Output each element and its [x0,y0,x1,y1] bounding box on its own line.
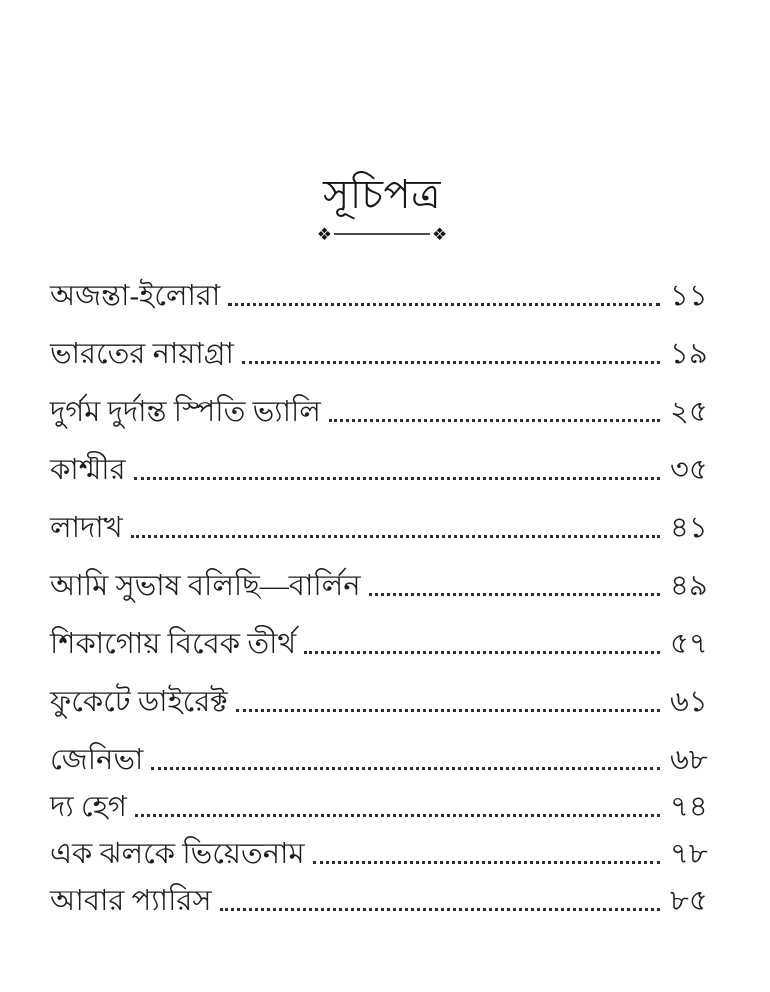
dot-leader [135,814,660,817]
dot-leader [134,477,660,480]
dot-leader [313,861,660,864]
toc-entry-label: লাদাখ [50,512,123,545]
page-number: ১৯ [670,338,708,371]
toc-row [50,451,714,487]
page-number: ৭৮ [670,838,708,871]
toc-row [50,835,714,871]
toc-entry-label: এক ঝলকে ভিয়েতনাম [50,838,305,871]
toc-entry-label: আবার প্যারিস [50,885,212,918]
toc-row [50,393,714,429]
dot-leader [329,419,660,422]
page-title: সূচিপত্র [323,172,441,217]
dot-leader [220,908,661,911]
dot-leader [304,651,660,654]
toc-entry-label: শিকাগোয় বিবেক তীর্থ [50,628,297,661]
toc-entry-label: আমি সুভাষ বলিছি—বার্লিন [50,570,361,603]
page-number: ৫৭ [670,628,708,661]
four-diamond-ornament-icon: ❖ [316,224,332,244]
page-number: ৮৫ [670,885,708,918]
toc-row [50,625,714,661]
page-number: ৬১ [670,686,708,719]
toc-row [50,335,714,371]
page-number: ৪১ [670,512,708,545]
toc-entry-label: ভারতের নায়াগ্রা [50,338,234,371]
dot-leader [151,767,660,770]
page-number: ১১ [670,280,708,313]
toc-list [50,277,714,918]
page-number: ৪৯ [670,570,708,603]
dot-leader [236,709,660,712]
toc-row [50,277,714,313]
divider-line [334,233,430,235]
page-number: ২৫ [670,396,708,429]
toc-entry-label: দ্য হেগ [50,791,127,824]
dot-leader [242,361,660,364]
dot-leader [131,535,660,538]
dot-leader [369,593,660,596]
dot-leader [228,303,660,306]
page-number: ৩৫ [670,454,708,487]
toc-entry-label: ফুকেটে ডাইরেক্ট [50,686,228,719]
ornament-divider [50,223,714,245]
toc-entry-label: জেনিভা [50,744,144,777]
four-diamond-ornament-icon: ❖ [432,224,448,244]
page-number: ৭৪ [670,791,708,824]
toc-row [50,683,714,719]
page-number: ৬৮ [670,744,708,777]
toc-row [50,509,714,545]
toc-row [50,788,714,824]
toc-entry-label: দুর্গম দুর্দান্ত স্পিতি ভ্যালি [50,396,321,429]
toc-row [50,741,714,777]
toc-row [50,882,714,918]
toc-entry-label: অজন্তা-ইলোরা [50,280,221,313]
toc-entry-label: কাশ্মীর [50,454,126,487]
toc-row [50,567,714,603]
